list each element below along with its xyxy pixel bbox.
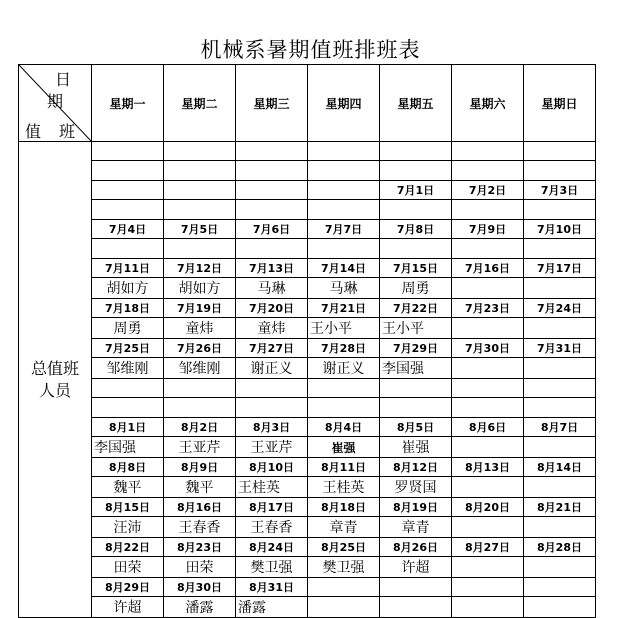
name-row bbox=[19, 358, 596, 379]
duty-person-cell: 谢正义 bbox=[236, 358, 308, 379]
duty-person-cell bbox=[452, 200, 524, 220]
date-row bbox=[19, 538, 596, 557]
date-cell: 7月14日 bbox=[308, 259, 380, 278]
duty-person-cell: 李国强 bbox=[380, 358, 452, 379]
date-cell bbox=[452, 142, 524, 161]
duty-person-cell bbox=[308, 239, 380, 259]
date-cell: 7月13日 bbox=[236, 259, 308, 278]
duty-person-cell bbox=[452, 239, 524, 259]
duty-person-cell: 许超 bbox=[380, 557, 452, 578]
name-row bbox=[19, 318, 596, 339]
date-cell: 8月14日 bbox=[524, 458, 596, 477]
duty-person-cell: 崔强 bbox=[308, 437, 380, 458]
date-cell bbox=[236, 379, 308, 398]
date-cell bbox=[236, 142, 308, 161]
date-row bbox=[19, 299, 596, 318]
name-row bbox=[19, 278, 596, 299]
duty-person-cell bbox=[452, 437, 524, 458]
date-cell: 8月26日 bbox=[380, 538, 452, 557]
date-row bbox=[19, 498, 596, 517]
duty-person-cell: 李国强 bbox=[92, 437, 164, 458]
date-cell: 8月1日 bbox=[92, 418, 164, 437]
date-cell bbox=[308, 379, 380, 398]
date-cell: 7月19日 bbox=[164, 299, 236, 318]
date-cell: 8月3日 bbox=[236, 418, 308, 437]
date-cell: 7月24日 bbox=[524, 299, 596, 318]
corner-label-zhi: 值 bbox=[25, 122, 42, 141]
duty-person-cell bbox=[524, 437, 596, 458]
name-row bbox=[19, 477, 596, 498]
duty-person-cell bbox=[308, 161, 380, 181]
date-cell: 8月20日 bbox=[452, 498, 524, 517]
date-cell bbox=[92, 142, 164, 161]
date-row bbox=[19, 458, 596, 477]
name-row bbox=[19, 398, 596, 418]
duty-person-cell bbox=[524, 200, 596, 220]
name-row bbox=[19, 597, 596, 618]
duty-person-cell: 魏平 bbox=[92, 477, 164, 498]
duty-person-cell bbox=[452, 517, 524, 538]
date-cell: 7月25日 bbox=[92, 339, 164, 358]
duty-person-cell: 田荣 bbox=[164, 557, 236, 578]
weekday-header: 星期三 bbox=[236, 65, 308, 142]
duty-person-cell: 王桂英 bbox=[236, 477, 308, 498]
duty-person-cell bbox=[308, 597, 380, 618]
duty-person-cell: 王亚芹 bbox=[164, 437, 236, 458]
weekday-header: 星期一 bbox=[92, 65, 164, 142]
duty-person-cell bbox=[452, 358, 524, 379]
name-row bbox=[19, 557, 596, 578]
date-cell bbox=[524, 379, 596, 398]
duty-person-cell bbox=[524, 517, 596, 538]
date-cell: 8月23日 bbox=[164, 538, 236, 557]
date-row bbox=[19, 578, 596, 597]
date-cell: 7月29日 bbox=[380, 339, 452, 358]
duty-person-cell bbox=[524, 278, 596, 299]
date-cell: 8月7日 bbox=[524, 418, 596, 437]
date-cell: 8月19日 bbox=[380, 498, 452, 517]
name-row bbox=[19, 437, 596, 458]
date-cell: 8月10日 bbox=[236, 458, 308, 477]
date-row bbox=[19, 339, 596, 358]
duty-person-cell bbox=[524, 477, 596, 498]
date-cell bbox=[380, 142, 452, 161]
header-row bbox=[19, 65, 596, 142]
date-cell: 8月15日 bbox=[92, 498, 164, 517]
date-cell: 7月12日 bbox=[164, 259, 236, 278]
date-row bbox=[19, 181, 596, 200]
duty-person-cell: 王小平 bbox=[308, 318, 380, 339]
date-cell: 8月5日 bbox=[380, 418, 452, 437]
name-row bbox=[19, 239, 596, 259]
duty-person-cell: 王春香 bbox=[164, 517, 236, 538]
weekday-header: 星期六 bbox=[452, 65, 524, 142]
date-cell bbox=[308, 578, 380, 597]
date-cell: 8月28日 bbox=[524, 538, 596, 557]
date-cell: 8月4日 bbox=[308, 418, 380, 437]
date-cell: 7月5日 bbox=[164, 220, 236, 239]
side-label-line2: 人员 bbox=[38, 380, 71, 400]
date-cell: 7月31日 bbox=[524, 339, 596, 358]
duty-person-cell: 谢正义 bbox=[308, 358, 380, 379]
duty-person-cell bbox=[92, 398, 164, 418]
duty-person-cell bbox=[164, 239, 236, 259]
duty-person-cell bbox=[452, 557, 524, 578]
duty-person-cell: 周勇 bbox=[380, 278, 452, 299]
duty-person-cell: 章青 bbox=[380, 517, 452, 538]
name-row bbox=[19, 161, 596, 181]
weekday-header: 星期二 bbox=[164, 65, 236, 142]
date-cell bbox=[524, 578, 596, 597]
date-cell: 7月8日 bbox=[380, 220, 452, 239]
duty-person-cell bbox=[380, 398, 452, 418]
duty-person-cell: 潘露 bbox=[236, 597, 308, 618]
page-title: 机械系暑期值班排班表 bbox=[200, 38, 421, 62]
duty-person-cell bbox=[452, 278, 524, 299]
duty-person-cell bbox=[524, 161, 596, 181]
duty-person-cell bbox=[524, 239, 596, 259]
date-cell: 8月6日 bbox=[452, 418, 524, 437]
weekday-header: 星期日 bbox=[524, 65, 596, 142]
duty-person-cell: 童炜 bbox=[236, 318, 308, 339]
date-cell: 8月27日 bbox=[452, 538, 524, 557]
date-cell: 8月8日 bbox=[92, 458, 164, 477]
duty-person-cell: 马琳 bbox=[308, 278, 380, 299]
date-cell: 8月17日 bbox=[236, 498, 308, 517]
duty-person-cell bbox=[164, 398, 236, 418]
duty-person-cell bbox=[164, 161, 236, 181]
duty-person-cell bbox=[164, 200, 236, 220]
date-cell: 8月13日 bbox=[452, 458, 524, 477]
date-cell bbox=[452, 578, 524, 597]
date-cell: 7月7日 bbox=[308, 220, 380, 239]
duty-person-cell bbox=[236, 200, 308, 220]
date-cell bbox=[92, 181, 164, 200]
date-row bbox=[19, 259, 596, 278]
date-cell: 8月31日 bbox=[236, 578, 308, 597]
duty-person-cell bbox=[524, 318, 596, 339]
duty-person-cell: 潘露 bbox=[164, 597, 236, 618]
duty-person-cell bbox=[236, 239, 308, 259]
duty-person-cell bbox=[380, 597, 452, 618]
duty-person-cell bbox=[92, 161, 164, 181]
duty-staff-label-cell bbox=[19, 142, 92, 618]
duty-person-cell: 马琳 bbox=[236, 278, 308, 299]
duty-person-cell bbox=[92, 239, 164, 259]
duty-person-cell bbox=[452, 161, 524, 181]
duty-person-cell: 许超 bbox=[92, 597, 164, 618]
duty-person-cell bbox=[524, 557, 596, 578]
date-row bbox=[19, 142, 596, 161]
duty-person-cell: 魏平 bbox=[164, 477, 236, 498]
date-cell: 7月26日 bbox=[164, 339, 236, 358]
duty-person-cell: 汪沛 bbox=[92, 517, 164, 538]
date-cell: 8月29日 bbox=[92, 578, 164, 597]
duty-person-cell: 胡如方 bbox=[164, 278, 236, 299]
duty-person-cell: 章青 bbox=[308, 517, 380, 538]
duty-person-cell bbox=[524, 398, 596, 418]
date-cell: 8月18日 bbox=[308, 498, 380, 517]
date-cell bbox=[380, 578, 452, 597]
date-cell: 8月25日 bbox=[308, 538, 380, 557]
date-cell: 7月2日 bbox=[452, 181, 524, 200]
name-row bbox=[19, 200, 596, 220]
corner-header-cell bbox=[19, 65, 92, 142]
corner-label-qi: 期 bbox=[47, 92, 64, 111]
date-cell: 7月22日 bbox=[380, 299, 452, 318]
duty-person-cell: 王亚芹 bbox=[236, 437, 308, 458]
date-cell: 7月30日 bbox=[452, 339, 524, 358]
date-cell: 7月27日 bbox=[236, 339, 308, 358]
date-cell bbox=[524, 142, 596, 161]
duty-person-cell: 周勇 bbox=[92, 318, 164, 339]
duty-person-cell: 童炜 bbox=[164, 318, 236, 339]
duty-person-cell bbox=[452, 398, 524, 418]
duty-person-cell bbox=[236, 398, 308, 418]
duty-person-cell: 邹维刚 bbox=[164, 358, 236, 379]
duty-person-cell bbox=[380, 161, 452, 181]
duty-person-cell bbox=[236, 161, 308, 181]
duty-person-cell: 罗贤国 bbox=[380, 477, 452, 498]
date-cell: 7月21日 bbox=[308, 299, 380, 318]
weekday-header: 星期四 bbox=[308, 65, 380, 142]
duty-person-cell: 樊卫强 bbox=[308, 557, 380, 578]
duty-person-cell: 王桂英 bbox=[308, 477, 380, 498]
date-cell: 7月1日 bbox=[380, 181, 452, 200]
date-cell bbox=[308, 181, 380, 200]
duty-person-cell: 邹维刚 bbox=[92, 358, 164, 379]
date-row bbox=[19, 220, 596, 239]
corner-label-ri: 日 bbox=[55, 70, 72, 89]
duty-person-cell bbox=[524, 358, 596, 379]
date-cell bbox=[164, 379, 236, 398]
duty-person-cell bbox=[380, 239, 452, 259]
date-cell: 8月11日 bbox=[308, 458, 380, 477]
duty-person-cell: 胡如方 bbox=[92, 278, 164, 299]
date-cell: 8月16日 bbox=[164, 498, 236, 517]
date-cell bbox=[164, 181, 236, 200]
duty-person-cell bbox=[452, 597, 524, 618]
duty-person-cell: 王春香 bbox=[236, 517, 308, 538]
date-cell: 8月9日 bbox=[164, 458, 236, 477]
duty-person-cell bbox=[308, 398, 380, 418]
date-cell: 8月2日 bbox=[164, 418, 236, 437]
duty-person-cell: 崔强 bbox=[380, 437, 452, 458]
date-cell: 7月11日 bbox=[92, 259, 164, 278]
duty-schedule-table bbox=[18, 64, 596, 618]
duty-person-cell bbox=[308, 200, 380, 220]
date-cell bbox=[452, 379, 524, 398]
date-cell: 8月30日 bbox=[164, 578, 236, 597]
side-label-line1: 总值班 bbox=[30, 358, 79, 378]
date-cell: 7月28日 bbox=[308, 339, 380, 358]
duty-person-cell: 樊卫强 bbox=[236, 557, 308, 578]
date-cell bbox=[92, 379, 164, 398]
date-cell: 7月9日 bbox=[452, 220, 524, 239]
date-cell: 7月18日 bbox=[92, 299, 164, 318]
date-row bbox=[19, 418, 596, 437]
duty-person-cell bbox=[92, 200, 164, 220]
date-cell: 7月23日 bbox=[452, 299, 524, 318]
date-cell bbox=[164, 142, 236, 161]
duty-person-cell bbox=[380, 200, 452, 220]
duty-person-cell bbox=[452, 477, 524, 498]
duty-person-cell: 田荣 bbox=[92, 557, 164, 578]
date-cell: 7月10日 bbox=[524, 220, 596, 239]
date-cell bbox=[380, 379, 452, 398]
duty-person-cell bbox=[452, 318, 524, 339]
date-cell: 7月3日 bbox=[524, 181, 596, 200]
duty-person-cell bbox=[524, 597, 596, 618]
date-cell: 8月21日 bbox=[524, 498, 596, 517]
date-row bbox=[19, 379, 596, 398]
date-cell: 7月17日 bbox=[524, 259, 596, 278]
date-cell: 7月20日 bbox=[236, 299, 308, 318]
date-cell bbox=[236, 181, 308, 200]
date-cell: 8月12日 bbox=[380, 458, 452, 477]
corner-label-ban: 班 bbox=[59, 122, 76, 141]
date-cell: 7月15日 bbox=[380, 259, 452, 278]
name-row bbox=[19, 517, 596, 538]
date-cell: 8月24日 bbox=[236, 538, 308, 557]
duty-person-cell: 王小平 bbox=[380, 318, 452, 339]
date-cell bbox=[308, 142, 380, 161]
weekday-header: 星期五 bbox=[380, 65, 452, 142]
date-cell: 7月16日 bbox=[452, 259, 524, 278]
date-cell: 7月4日 bbox=[92, 220, 164, 239]
date-cell: 8月22日 bbox=[92, 538, 164, 557]
date-cell: 7月6日 bbox=[236, 220, 308, 239]
